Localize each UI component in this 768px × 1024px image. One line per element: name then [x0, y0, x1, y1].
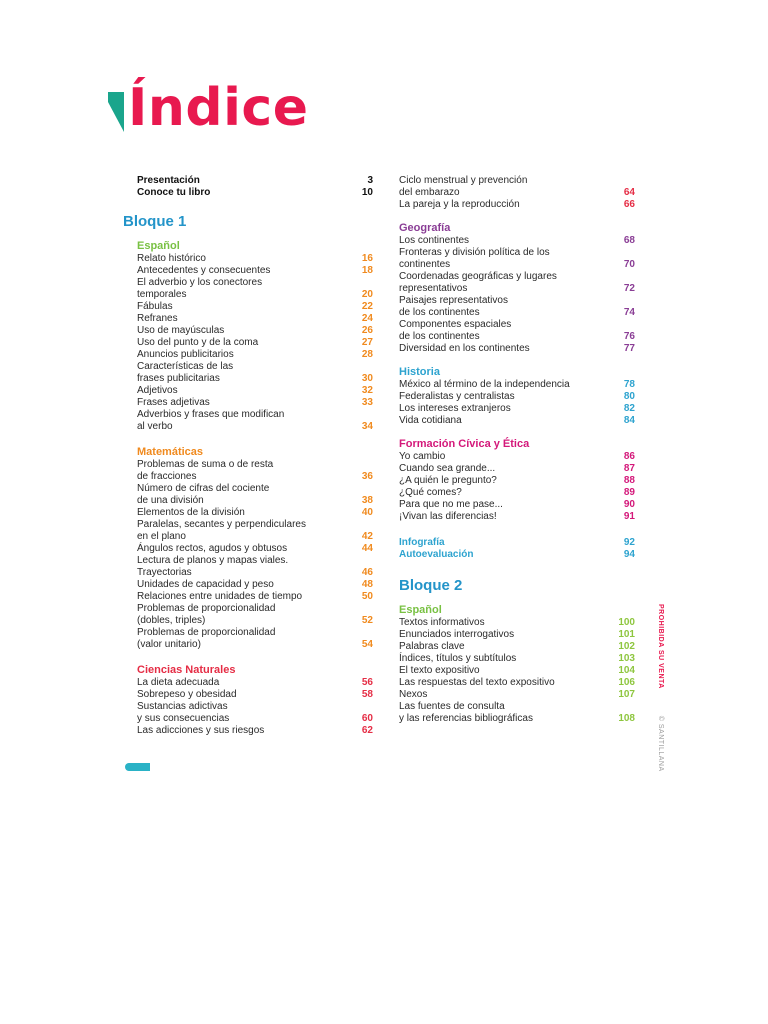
toc-entry[interactable]: y las referencias bibliográficas 108: [399, 713, 635, 724]
toc-entry[interactable]: Diversidad en los continentes 77: [399, 343, 635, 354]
toc-entry[interactable]: Los continentes 68: [399, 235, 635, 246]
section-heading-civica: Formación Cívica y Ética: [399, 438, 530, 450]
toc-entry[interactable]: Enunciados interrogativos 101: [399, 629, 635, 640]
toc-entry[interactable]: (valor unitario) 54: [137, 639, 373, 650]
toc-entry[interactable]: del embarazo 64: [399, 187, 635, 198]
toc-entry[interactable]: Vida cotidiana 84: [399, 415, 635, 426]
toc-entry[interactable]: Relaciones entre unidades de tiempo 50: [137, 591, 373, 602]
toc-entry[interactable]: Uso del punto y de la coma 27: [137, 337, 373, 348]
toc-entry[interactable]: Relato histórico 16: [137, 253, 373, 264]
bloque-1-heading: Bloque 1: [123, 213, 187, 230]
left-column: [123, 175, 373, 737]
section-heading-matematicas: Matemáticas: [137, 446, 204, 458]
toc-entry[interactable]: Fronteras y división política de los: [399, 247, 550, 258]
toc-entry[interactable]: Adjetivos 32: [137, 385, 373, 396]
toc-entry[interactable]: Antecedentes y consecuentes 18: [137, 265, 373, 276]
toc-entry[interactable]: Nexos 107: [399, 689, 635, 700]
espanol-list: [137, 253, 373, 433]
side-brand-text: PROHIBIDA SU VENTA: [657, 604, 664, 689]
toc-entry[interactable]: al verbo 34: [137, 421, 373, 432]
toc-entry[interactable]: Federalistas y centralistas 80: [399, 391, 635, 402]
ciencias-list: [137, 677, 373, 737]
toc-entry[interactable]: Refranes 24: [137, 313, 373, 324]
bloque-2-heading: Bloque 2: [399, 577, 463, 594]
toc-entry[interactable]: Componentes espaciales: [399, 319, 512, 330]
toc-entry[interactable]: Coordenadas geográficas y lugares: [399, 271, 557, 282]
page-tab: [125, 763, 150, 771]
historia-list: [399, 379, 635, 427]
toc-entry-autoevaluacion[interactable]: Autoevaluación 94: [399, 549, 635, 560]
toc-entry[interactable]: continentes 70: [399, 259, 635, 270]
section-heading-historia: Historia: [399, 366, 440, 378]
toc-entry[interactable]: Fábulas 22: [137, 301, 373, 312]
toc-entry[interactable]: Textos informativos 100: [399, 617, 635, 628]
extras-list: [399, 537, 635, 561]
espanol-2-list: [399, 617, 635, 725]
toc-entry[interactable]: de los continentes 76: [399, 331, 635, 342]
toc-entry[interactable]: Anuncios publicitarios 28: [137, 349, 373, 360]
toc-entry[interactable]: Paisajes representativos: [399, 295, 508, 306]
toc-entry-infografia[interactable]: Infografía 92: [399, 537, 635, 548]
toc-entry[interactable]: Las adicciones y sus riesgos 62: [137, 725, 373, 736]
toc-entry[interactable]: Los intereses extranjeros 82: [399, 403, 635, 414]
toc-entry[interactable]: Elementos de la división 40: [137, 507, 373, 518]
toc-entry[interactable]: El adverbio y los conectores: [137, 277, 263, 288]
toc-entry[interactable]: Las fuentes de consulta: [399, 701, 505, 712]
toc-entry[interactable]: Las respuestas del texto expositivo 106: [399, 677, 635, 688]
toc-entry[interactable]: Paralelas, secantes y perpendiculares: [137, 519, 306, 530]
toc-entry[interactable]: ¿Qué comes? 89: [399, 487, 635, 498]
toc-entry[interactable]: Problemas de proporcionalidad: [137, 627, 276, 638]
section-heading-ciencias: Ciencias Naturales: [137, 664, 236, 676]
toc-entry[interactable]: Sobrepeso y obesidad 58: [137, 689, 373, 700]
toc-entry[interactable]: Cuando sea grande... 87: [399, 463, 635, 474]
toc-entry[interactable]: La pareja y la reproducción 66: [399, 199, 635, 210]
toc-entry[interactable]: Características de las: [137, 361, 234, 372]
front-matter: [137, 175, 373, 199]
toc-entry[interactable]: Conoce tu libro 10: [137, 187, 373, 198]
geografia-list: [399, 235, 635, 355]
toc-entry[interactable]: Palabras clave 102: [399, 641, 635, 652]
toc-entry[interactable]: ¿A quién le pregunto? 88: [399, 475, 635, 486]
toc-entry[interactable]: Frases adjetivas 33: [137, 397, 373, 408]
toc-entry[interactable]: frases publicitarias 30: [137, 373, 373, 384]
toc-entry[interactable]: de los continentes 74: [399, 307, 635, 318]
toc-entry[interactable]: Lectura de planos y mapas viales.: [137, 555, 289, 566]
accent-bar: [108, 92, 124, 132]
toc-entry[interactable]: temporales 20: [137, 289, 373, 300]
toc-entry[interactable]: ¡Vivan las diferencias! 91: [399, 511, 635, 522]
matematicas-list: [137, 459, 373, 651]
toc-entry[interactable]: Uso de mayúsculas 26: [137, 325, 373, 336]
toc-entry[interactable]: Ciclo menstrual y prevención: [399, 175, 528, 186]
section-heading-espanol: Español: [137, 240, 180, 252]
toc-entry[interactable]: Número de cifras del cociente: [137, 483, 270, 494]
toc-entry[interactable]: El texto expositivo 104: [399, 665, 635, 676]
toc-entry[interactable]: Índices, títulos y subtítulos 103: [399, 653, 635, 664]
toc-entry[interactable]: (dobles, triples) 52: [137, 615, 373, 626]
toc-entry[interactable]: representativos 72: [399, 283, 635, 294]
toc-entry[interactable]: Presentación 3: [137, 175, 373, 186]
toc-entry[interactable]: de fracciones 36: [137, 471, 373, 482]
toc-entry[interactable]: Trayectorias 46: [137, 567, 373, 578]
section-heading-geografia: Geografía: [399, 222, 451, 234]
toc-entry[interactable]: Yo cambio 86: [399, 451, 635, 462]
right-column: [399, 175, 635, 725]
toc-entry[interactable]: La dieta adecuada 56: [137, 677, 373, 688]
toc-entry[interactable]: Problemas de suma o de resta: [137, 459, 274, 470]
toc-entry[interactable]: Unidades de capacidad y peso 48: [137, 579, 373, 590]
toc-entry[interactable]: Sustancias adictivas: [137, 701, 228, 712]
side-copyright: [652, 604, 666, 772]
toc-entry[interactable]: Problemas de proporcionalidad: [137, 603, 276, 614]
toc-entry[interactable]: y sus consecuencias 60: [137, 713, 373, 724]
toc-entry[interactable]: de una división 38: [137, 495, 373, 506]
page-title: Índice: [128, 78, 309, 138]
continuation-list: [399, 175, 635, 211]
civica-list: [399, 451, 635, 523]
section-heading-espanol-2: Español: [399, 604, 442, 616]
side-publisher-text: © SANTILLANA: [657, 715, 664, 772]
toc-entry[interactable]: Ángulos rectos, agudos y obtusos 44: [137, 543, 373, 554]
toc-entry[interactable]: Adverbios y frases que modifican: [137, 409, 285, 420]
toc-entry[interactable]: Para que no me pase... 90: [399, 499, 635, 510]
toc-entry[interactable]: en el plano 42: [137, 531, 373, 542]
toc-entry[interactable]: México al término de la independencia 78: [399, 379, 635, 390]
